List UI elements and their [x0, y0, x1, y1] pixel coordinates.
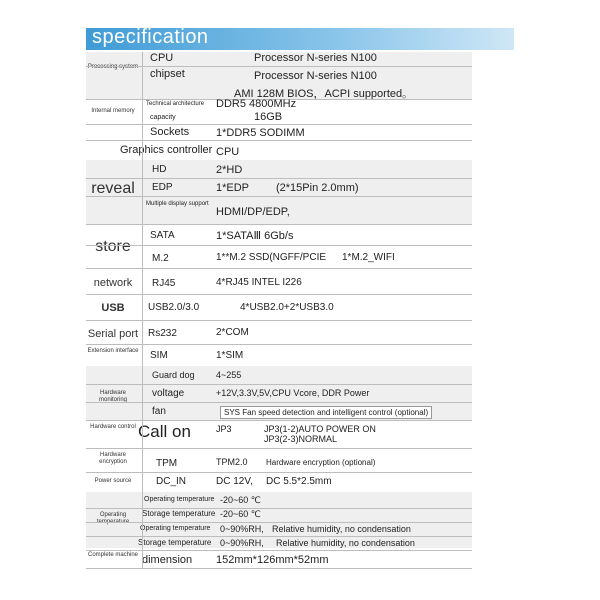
label-arch: Technical architecture: [146, 101, 205, 107]
sep: [86, 66, 472, 67]
sep: [86, 536, 472, 537]
value-tpm-note: Hardware encryption (optional): [266, 458, 376, 467]
section-operating: Operating temperature: [96, 512, 130, 525]
spec-header-bar: [86, 28, 514, 50]
label-multi-display: Multiple display support: [146, 201, 209, 207]
sep: [86, 472, 472, 473]
value-hd: 2*HD: [216, 164, 243, 176]
value-edp: 1*EDP: [216, 182, 250, 194]
section-store: store: [95, 238, 131, 255]
value-cpu: Processor N-series N100: [254, 52, 377, 64]
section-network: network: [93, 277, 133, 289]
label-capacity: capacity: [150, 114, 176, 121]
sep: [86, 420, 472, 421]
value-capacity: 16GB: [254, 111, 283, 123]
section-power: Power source: [94, 478, 132, 484]
value-jp3-normal: JP3(2-3)NORMAL: [264, 434, 338, 444]
sep: [86, 268, 472, 269]
section-serial: Serial port: [87, 328, 139, 340]
value-op-humidity: 0~90%RH,: [220, 524, 264, 534]
value-dc-in-note: DC 5.5*2.5mm: [266, 476, 332, 487]
label-call-on: Call on: [138, 422, 191, 441]
section-monitoring: Hardware monitoring: [98, 390, 127, 403]
section-memory: Internal memory: [91, 108, 135, 114]
sep: [86, 568, 472, 569]
spec-title: specification: [92, 26, 209, 48]
label-chipset: chipset: [150, 68, 185, 80]
sep: [86, 402, 472, 403]
label-op-humidity: Operating temperature: [140, 525, 211, 532]
label-dc-in: DC_IN: [156, 476, 187, 487]
value-bios: AMI 128M BIOS，ACPI supported。: [234, 88, 414, 100]
value-tpm: TPM2.0: [216, 457, 248, 467]
value-guard: 4~255: [216, 370, 242, 380]
sep: [86, 224, 472, 225]
sep: [86, 178, 472, 179]
sep: [86, 522, 472, 523]
label-rs232: Rs232: [148, 328, 177, 339]
value-fan: SYS Fan speed detection and intelligent control (optional): [220, 406, 432, 419]
section-hw-control: Hardware control: [90, 424, 136, 430]
value-voltage: +12V,3.3V,5V,CPU Vcore, DDR Power: [216, 388, 370, 398]
label-fan: fan: [152, 406, 166, 417]
sep: [86, 245, 472, 246]
value-st-temp: -20~60 ℃: [220, 509, 261, 519]
sep: [86, 320, 472, 321]
value-st-humidity-note: Relative humidity, no condensation: [276, 538, 415, 548]
label-dimension: dimension: [142, 554, 193, 566]
section-extension: Extension interface: [87, 348, 139, 354]
section-encryption: Hardware encryption: [99, 452, 127, 465]
value-sata: 1*SATAⅢ 6Gb/s: [216, 230, 294, 242]
value-sim: 1*SIM: [216, 350, 244, 361]
label-rj45: RJ45: [152, 278, 176, 289]
value-graphics: CPU: [216, 146, 240, 158]
sep: [86, 196, 472, 197]
sep: [86, 448, 472, 449]
label-usb: USB2.0/3.0: [148, 302, 200, 313]
label-edp: EDP: [152, 182, 173, 193]
label-tpm: TPM: [156, 458, 178, 469]
label-m2: M.2: [152, 253, 169, 264]
sep: [86, 344, 472, 345]
section-reveal: reveal: [91, 180, 135, 197]
value-multi-display: HDMI/DP/EDP,: [216, 206, 290, 218]
label-sata: SATA: [150, 230, 175, 241]
label-voltage: voltage: [152, 388, 185, 399]
value-m2-wifi: 1*M.2_WIFI: [342, 252, 395, 263]
value-dimension: 152mm*126mm*52mm: [216, 554, 329, 566]
label-sim: SIM: [150, 350, 168, 361]
value-jp3-auto: JP3(1-2)AUTO POWER ON: [264, 424, 376, 434]
label-st-humidity: Storage temperature: [138, 538, 212, 547]
value-arch: DDR5 4800MHz: [216, 98, 297, 110]
value-sockets: 1*DDR5 SODIMM: [216, 127, 305, 139]
spec-table: [86, 52, 514, 570]
value-op-temp: -20~60 ℃: [220, 495, 261, 505]
label-st-temp: Storage temperature: [142, 509, 216, 518]
value-rj45: 4*RJ45 INTEL I226: [216, 277, 302, 288]
section-usb: USB: [101, 302, 125, 314]
label-op-temp: Operating temperature: [144, 496, 215, 503]
column-divider: [142, 52, 143, 568]
sep: [86, 124, 472, 125]
label-graphics: Graphics controller: [120, 144, 213, 156]
value-m2: 1**M.2 SSD(NGFF/PCIE: [216, 252, 327, 263]
sep: [86, 550, 472, 551]
sep: [86, 140, 472, 141]
value-usb: 4*USB2.0+2*USB3.0: [240, 302, 334, 313]
value-jp3: JP3: [216, 424, 232, 434]
label-sockets: Sockets: [150, 126, 190, 138]
label-hd: HD: [152, 164, 167, 175]
section-complete: Complete machine: [87, 552, 139, 558]
sep: [86, 384, 472, 385]
sep: [86, 294, 472, 295]
label-cpu: CPU: [150, 52, 174, 64]
value-rs232: 2*COM: [216, 327, 249, 338]
value-chipset: Processor N-series N100: [254, 70, 377, 82]
section-processing: Processing system: [87, 64, 139, 70]
label-guard: Guard dog: [152, 370, 195, 380]
value-st-humidity: 0~90%RH,: [220, 538, 264, 548]
value-op-humidity-note: Relative humidity, no condensation: [272, 524, 411, 534]
value-dc-in: DC 12V,: [216, 476, 253, 487]
value-edp-note: (2*15Pin 2.0mm): [276, 182, 359, 194]
